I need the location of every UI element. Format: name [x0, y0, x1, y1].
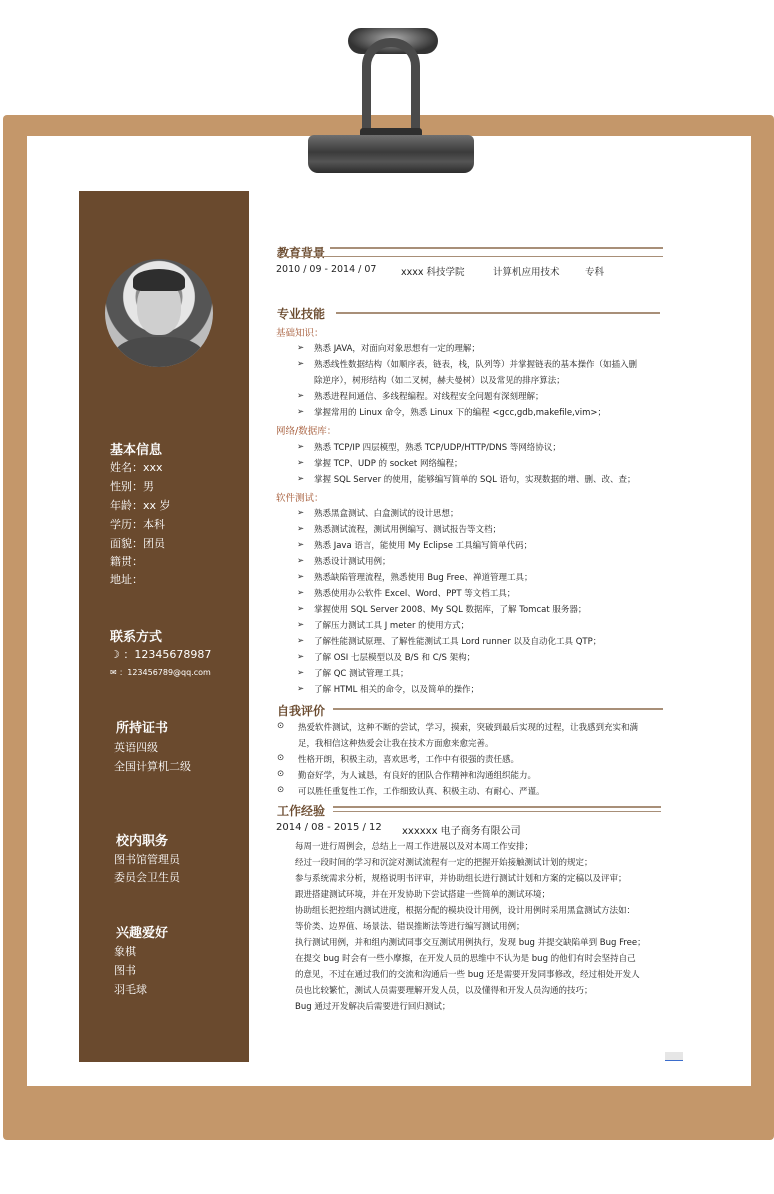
- work-company: xxxxxx 电子商务有限公司: [402, 826, 521, 837]
- contact-email: [110, 667, 211, 678]
- bullet-icon: ➢: [297, 474, 305, 484]
- education-title: 教育背景: [277, 246, 326, 260]
- work-line: 经过一段时间的学习和沉淀对测试流程有一定的把握开始接触测试计划的规定；: [295, 858, 593, 868]
- work-line: 的意见，不过在通过我们的交流和沟通后一些 bug 还是需要开发同事修改，经过相处开发人: [295, 970, 640, 980]
- campus-item: 委员会卫生员: [114, 871, 180, 884]
- basic-education: 学历：本科: [110, 518, 165, 531]
- contact-phone: [110, 646, 211, 662]
- skills-basic-label: 基础知识：: [276, 328, 324, 339]
- skill-item: 了解性能测试原理、了解性能测试工具 Lord runner 以及自动化工具 QTP；: [314, 637, 602, 647]
- skills-rule: [336, 312, 660, 314]
- bullet-icon: ➢: [297, 508, 305, 518]
- sidebar: [79, 191, 249, 1062]
- work-line: 协助组长把控组内测试进度，根据分配的模块设计用例，设计用例时采用黑盒测试方法如：: [295, 906, 636, 916]
- skill-item: 熟悉使用办公软件 Excel、Word、PPT 等文档工具；: [314, 589, 516, 599]
- skill-item: 掌握使用 SQL Server 2008、My SQL 数据库，了解 Tomcat 服务器；: [314, 605, 587, 615]
- eval-bullet-icon: ⊙: [277, 753, 285, 763]
- bullet-icon: ➢: [297, 588, 305, 598]
- skill-item: 熟悉缺陷管理流程，熟悉使用 Bug Free、禅道管理工具；: [314, 573, 533, 583]
- work-line: 每周一进行周例会，总结上一周工作进展以及对本周工作安排；: [295, 842, 534, 852]
- page-mark: [665, 1052, 683, 1061]
- skill-item: 熟悉设计测试用例；: [314, 557, 391, 567]
- basic-origin: 籍贯：: [110, 555, 143, 568]
- bullet-icon: ➢: [297, 684, 305, 694]
- bullet-icon: ➢: [297, 458, 305, 468]
- bullet-icon: ➢: [297, 652, 305, 662]
- skill-item: 熟悉 Java 语言，能使用 My Eclipse 工具编写简单代码；: [314, 541, 533, 551]
- clip-plate-icon: [308, 135, 474, 173]
- skills-test-label: 软件测试：: [276, 493, 324, 504]
- basic-name: 姓名：xxx: [110, 461, 163, 474]
- eval-bullet-icon: ⊙: [277, 785, 285, 795]
- work-title: 工作经验: [277, 804, 326, 818]
- skill-item: 熟悉进程间通信、多线程编程。对线程安全问题有深刻理解；: [314, 392, 544, 402]
- basic-info-title: 基本信息: [110, 443, 163, 458]
- email-value: ：123456789@qq.com: [119, 668, 211, 677]
- hobby-item: 图书: [114, 964, 136, 977]
- certs-title: 所持证书: [116, 721, 169, 736]
- skill-item: 熟悉 TCP/IP 四层模型，熟悉 TCP/UDP/HTTP/DNS 等网络协议；: [314, 443, 561, 453]
- eval-item: 热爱软件测试，这种不断的尝试，学习，摸索，突破到最后实现的过程，让我感到充实和满: [298, 723, 639, 733]
- hobby-item: 羽毛球: [114, 983, 147, 996]
- hobby-title: 兴趣爱好: [116, 926, 169, 941]
- education-degree: 专科: [585, 267, 605, 278]
- phone-icon: ☽: [110, 648, 120, 661]
- skill-item: 掌握常用的 Linux 命令，熟悉 Linux 下的编程 <gcc,gdb,makefile,vim>；: [314, 408, 607, 418]
- work-line: 等价类、边界值、场景法、错误推断法等进行编写测试用例；: [295, 922, 525, 932]
- phone-value: ：12345678987: [123, 648, 212, 661]
- skills-net-label: 网络/数据库：: [276, 426, 337, 437]
- skill-item: 熟悉测试流程，测试用例编写、测试报告等文档；: [314, 525, 502, 535]
- work-line: 跟进搭建测试环境，并在开发协助下尝试搭建一些简单的测试环境；: [295, 890, 551, 900]
- eval-item: 勤奋好学，为人诚恳，有良好的团队合作精神和沟通组织能力。: [298, 771, 537, 781]
- hobby-item: 象棋: [114, 945, 136, 958]
- education-rule-thin: [277, 256, 663, 257]
- basic-political: 面貌：团员: [110, 537, 165, 550]
- eval-item: 性格开朗，积极主动，喜欢思考，工作中有很强的责任感。: [298, 755, 520, 765]
- campus-title: 校内职务: [116, 834, 169, 849]
- cert-item: 英语四级: [114, 741, 158, 754]
- basic-age: 年龄：xx 岁: [110, 499, 171, 512]
- education-school: xxxx 科技学院: [401, 267, 465, 278]
- bullet-icon: ➢: [297, 540, 305, 550]
- skill-item: 了解 QC 测试管理工具；: [314, 669, 409, 679]
- contact-title: 联系方式: [110, 630, 163, 645]
- skills-title: 专业技能: [277, 307, 326, 321]
- work-rule: [333, 806, 661, 808]
- eval-item: 足，我相信这种热爱会让我在技术方面愈来愈完善。: [298, 739, 494, 749]
- campus-item: 图书馆管理员: [114, 853, 180, 866]
- bullet-icon: ➢: [297, 572, 305, 582]
- basic-gender: 性别：男: [110, 480, 154, 493]
- eval-bullet-icon: ⊙: [277, 721, 285, 731]
- work-rule-thin: [333, 811, 661, 812]
- skill-item: 熟悉 JAVA，对面向对象思想有一定的理解；: [314, 344, 480, 354]
- work-line: 在提交 bug 时会有一些小摩擦，在开发人员的思维中不认为是 bug 的他们有时会坚持自己: [295, 954, 636, 964]
- bullet-icon: ➢: [297, 668, 305, 678]
- eval-item: 可以胜任重复性工作，工作细致认真、积极主动、有耐心、严谨。: [298, 787, 545, 797]
- education-period: 2010 / 09 - 2014 / 07: [276, 264, 377, 275]
- skill-item: 了解 HTML 相关的命令，以及简单的操作；: [314, 685, 480, 695]
- bullet-icon: ➢: [297, 359, 305, 369]
- bullet-icon: ➢: [297, 556, 305, 566]
- education-major: 计算机应用技术: [493, 267, 560, 278]
- skill-item: 掌握 TCP、UDP 的 socket 网络编程；: [314, 459, 463, 469]
- skill-item: 熟悉黑盒测试、白盒测试的设计思想；: [314, 509, 459, 519]
- skill-item: 了解 OSI 七层模型以及 B/S 和 C/S 架构；: [314, 653, 476, 663]
- work-period: 2014 / 08 - 2015 / 12: [276, 822, 382, 833]
- eval-bullet-icon: ⊙: [277, 769, 285, 779]
- basic-address: 地址：: [110, 573, 143, 586]
- bullet-icon: ➢: [297, 407, 305, 417]
- work-line: 员也比较繁忙，测试人员需要理解开发人员，以及懂得和开发人员沟通的技巧；: [295, 986, 593, 996]
- bullet-icon: ➢: [297, 442, 305, 452]
- evaluation-title: 自我评价: [277, 704, 326, 718]
- cert-item: 全国计算机二级: [114, 760, 191, 773]
- bullet-icon: ➢: [297, 343, 305, 353]
- education-rule: [330, 247, 663, 249]
- bullet-icon: ➢: [297, 524, 305, 534]
- email-icon: ✉: [110, 668, 117, 677]
- bullet-icon: ➢: [297, 391, 305, 401]
- bullet-icon: ➢: [297, 636, 305, 646]
- skill-item: 了解压力测试工具 J meter 的使用方式；: [314, 621, 470, 631]
- evaluation-rule: [333, 708, 663, 710]
- avatar: [105, 259, 213, 367]
- skill-item: 除逆序），树形结构（如二叉树，赫夫曼树）以及常见的排序算法；: [314, 376, 565, 386]
- work-line: Bug 通过开发解决后需要进行回归测试；: [295, 1002, 451, 1012]
- bullet-icon: ➢: [297, 620, 305, 630]
- skill-item: 掌握 SQL Server 的使用，能够编写简单的 SQL 语句，实现数据的增、删、改、查；: [314, 475, 636, 485]
- skill-item: 熟悉线性数据结构（如顺序表，链表，栈，队列等）并掌握链表的基本操作（如插入删: [314, 360, 638, 370]
- bullet-icon: ➢: [297, 604, 305, 614]
- work-line: 执行测试用例，并和组内测试同事交互测试用例执行，发现 bug 并提交缺陷单到 Bug Free；: [295, 938, 646, 948]
- work-line: 参与系统需求分析，规格说明书评审，并协助组长进行测试计划和方案的定稿以及评审；: [295, 874, 627, 884]
